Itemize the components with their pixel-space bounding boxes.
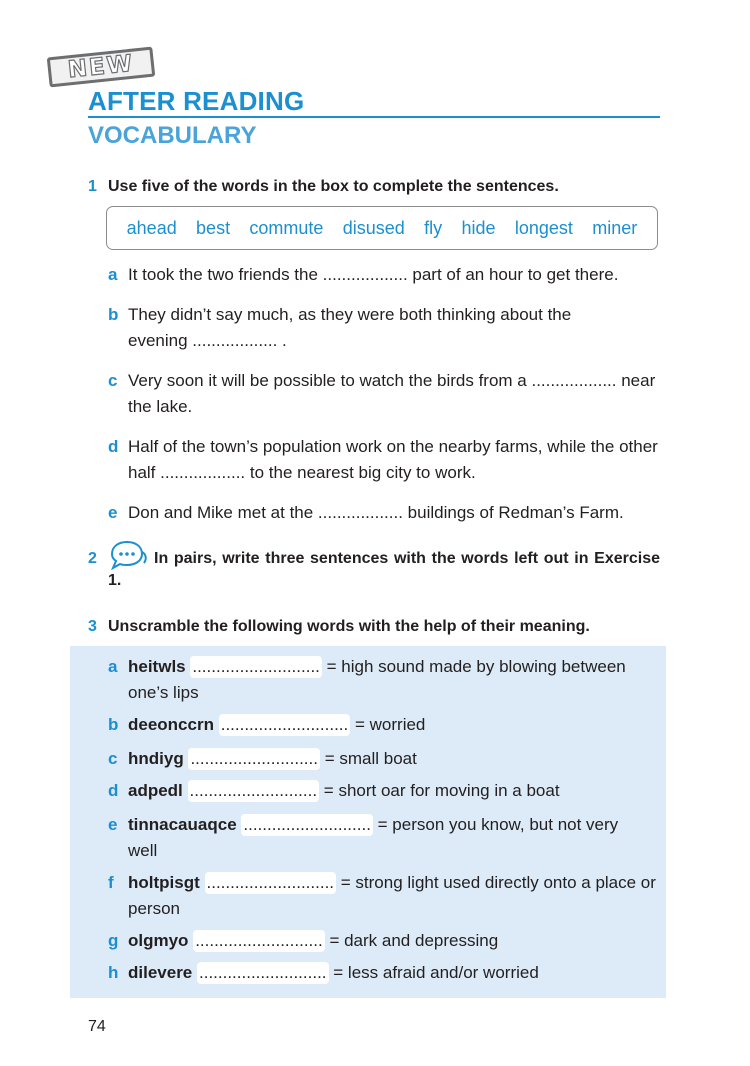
scrambled-word: dilevere xyxy=(128,963,193,982)
page-number: 74 xyxy=(88,1018,106,1035)
answer-blank[interactable]: ........................... xyxy=(190,749,318,768)
scrambled-word: adpedl xyxy=(128,781,183,800)
exercise-3-item-h xyxy=(108,960,664,986)
meaning-text: = strong light used directly onto a place or person xyxy=(128,873,656,918)
exercise-3-item-g xyxy=(108,928,664,954)
item-letter: e xyxy=(108,503,118,522)
scrambled-word: olgmyo xyxy=(128,931,189,950)
exercise-1-item-b xyxy=(108,302,628,354)
answer-blank[interactable]: ........................... xyxy=(195,931,323,950)
meaning-text: = worried xyxy=(354,715,426,734)
exercise-1-item-d xyxy=(108,434,664,486)
exercise-2-number: 2 xyxy=(88,550,97,567)
meaning-text: = less afraid and/or worried xyxy=(333,963,539,982)
item-letter: b xyxy=(108,305,119,324)
item-letter: c xyxy=(108,749,118,768)
answer-blank[interactable]: ........................... xyxy=(206,873,335,892)
section-subheading: VOCABULARY xyxy=(88,122,257,149)
item-letter: c xyxy=(108,371,118,390)
item-letter: d xyxy=(108,781,119,800)
word-box-word: longest xyxy=(514,217,573,238)
meaning-text: = high sound made by blowing between one’s lips xyxy=(128,657,626,702)
word-box xyxy=(106,206,658,250)
exercise-1-item-c xyxy=(108,368,664,420)
exercise-3-instruction: Unscramble the following words with the help of their meaning. xyxy=(108,618,590,635)
exercise-1-item-e xyxy=(108,500,664,526)
exercise-3-item-e xyxy=(108,812,648,864)
item-letter: e xyxy=(108,815,118,834)
word-box-word: ahead xyxy=(126,217,177,238)
exercise-3-item-c xyxy=(108,746,664,772)
item-letter: b xyxy=(108,715,119,734)
item-text: Don and Mike met at the .................. buildings of Redman’s Farm. xyxy=(128,503,624,522)
item-letter: d xyxy=(108,437,119,456)
answer-blank[interactable]: ........................... xyxy=(199,963,327,982)
meaning-text: = dark and depressing xyxy=(329,931,499,950)
item-text: It took the two friends the .................. part of an hour to get there. xyxy=(128,265,619,284)
item-letter: h xyxy=(108,963,119,982)
item-letter: a xyxy=(108,657,118,676)
scrambled-word: tinnacauaqce xyxy=(128,815,237,834)
word-box-word: commute xyxy=(249,217,324,238)
item-text: Very soon it will be possible to watch the birds from a .................. near the lake. xyxy=(128,371,656,416)
exercise-3-number: 3 xyxy=(88,618,97,635)
new-stamp: NEW xyxy=(47,47,156,88)
answer-blank[interactable]: ........................... xyxy=(189,781,318,800)
item-letter: f xyxy=(108,873,114,892)
scrambled-word: holtpisgt xyxy=(128,873,200,892)
meaning-text: = small boat xyxy=(324,749,417,768)
item-text: They didn’t say much, as they were both thinking about the evening .................. . xyxy=(128,305,572,350)
item-letter: a xyxy=(108,265,118,284)
exercise-1-instruction: Use five of the words in the box to complete the sentences. xyxy=(108,178,559,195)
word-box-word: disused xyxy=(342,217,405,238)
exercise-3-item-d xyxy=(108,778,664,804)
section-heading: AFTER READING xyxy=(88,86,305,116)
exercise-3-item-a xyxy=(108,654,664,706)
exercise-1-item-a xyxy=(108,262,664,288)
exercise-3-item-b xyxy=(108,712,664,738)
scrambled-word: heitwls xyxy=(128,657,186,676)
word-box-word: best xyxy=(196,217,231,238)
exercise-3-item-f xyxy=(108,870,664,922)
exercise-1-number: 1 xyxy=(88,178,97,195)
word-box-word: fly xyxy=(424,217,443,238)
answer-blank[interactable]: ........................... xyxy=(220,715,349,734)
exercise-2-instruction: In pairs, write three sentences with the words left out in Exercise 1. xyxy=(108,550,660,589)
item-letter: g xyxy=(108,931,119,950)
answer-blank[interactable]: ........................... xyxy=(243,815,371,834)
scrambled-word: hndiyg xyxy=(128,749,184,768)
item-text: Half of the town’s population work on the nearby farms, while the other half .................. to the nearest big city to work. xyxy=(128,437,658,482)
scrambled-word: deeonccrn xyxy=(128,715,214,734)
meaning-text: = person you know, but not very well xyxy=(128,815,619,860)
word-box-word: hide xyxy=(461,217,496,238)
word-box-word: miner xyxy=(592,217,638,238)
answer-blank[interactable]: ........................... xyxy=(192,657,320,676)
heading-rule xyxy=(88,116,660,118)
meaning-text: = short oar for moving in a boat xyxy=(323,781,560,800)
